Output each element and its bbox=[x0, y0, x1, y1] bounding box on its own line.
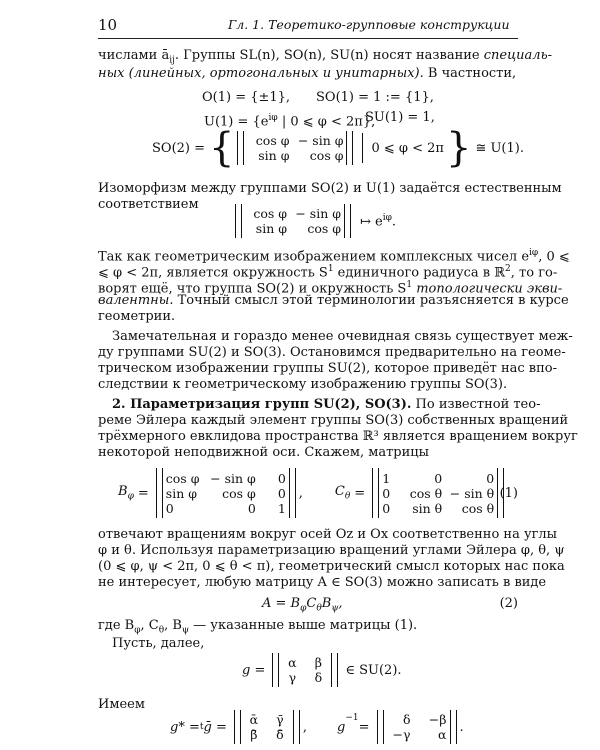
matrix-bar bbox=[331, 653, 338, 687]
matrix-entry: α bbox=[288, 655, 297, 670]
matrix-entry: 0 bbox=[486, 470, 495, 486]
matrix-entry: cos θ bbox=[409, 485, 443, 501]
equation-number-1: (1) bbox=[499, 486, 518, 501]
text-line: некоторой неподвижной оси. Скажем, матрицы bbox=[98, 445, 429, 460]
text-line: геометрии. bbox=[98, 309, 176, 324]
equation-o1: O(1) = {±1}, bbox=[202, 90, 291, 105]
matrix-bar bbox=[272, 653, 279, 687]
equation-so2: SO(2) = { cos φ − sin φ sin φ cos φ 0 ⩽ φ < 2π } ≅ U(1). bbox=[152, 125, 524, 171]
matrix-entry: − sin θ bbox=[449, 485, 495, 501]
matrix-entry: cos φ bbox=[165, 470, 200, 486]
matrix-b-phi bbox=[166, 471, 286, 516]
text-line: соответствием bbox=[98, 197, 199, 212]
matrix-entry: 1 bbox=[277, 500, 286, 516]
matrix-entry: cos φ bbox=[222, 485, 256, 501]
matrix-entry: 0 bbox=[165, 500, 174, 516]
matrix-bar bbox=[289, 468, 296, 518]
matrix-bar bbox=[293, 710, 300, 744]
text-line: 2. Параметризация групп SU(2), SO(3). По известной тео- bbox=[112, 397, 541, 412]
text-line: где $B_\varphi$, $C_\theta$, $B_\psi$ — указанные выше матрицы (1). bbox=[98, 618, 418, 636]
text-line: Имеем bbox=[98, 697, 145, 712]
text-line: не интересует, любую матрицу A ∈ SO(3) можно записать в виде bbox=[98, 575, 547, 590]
equation-g: g = α β γ δ ∈ SU(2). bbox=[242, 655, 402, 685]
text-line: Пусть, далее, bbox=[112, 636, 205, 651]
text-line: валентны. Точный смысл этой терминологии разъясняется в курсе bbox=[98, 293, 569, 308]
matrix-bar bbox=[156, 468, 163, 518]
matrix-entry: α bbox=[438, 727, 447, 742]
matrix-entry: sin θ bbox=[412, 500, 443, 516]
matrix-entry: −γ bbox=[392, 727, 411, 742]
matrix-entry: sin φ bbox=[165, 485, 197, 501]
equation-u1: $U(1) = \{e^{i\varphi}$ | 0 ⩽ φ < 2π}, bbox=[204, 113, 376, 130]
matrix-entry: −β bbox=[428, 712, 447, 727]
equation-2: $A = B_\varphi C_\theta B_\psi$, bbox=[262, 596, 343, 614]
text-line: трёхмерного евклидова пространства ℝ³ является вращением вокруг bbox=[98, 429, 578, 444]
matrix-entry: cos θ bbox=[461, 500, 495, 516]
text-line: Так как геометрическим изображением комплексных чисел $e^{i\varphi}$, 0 ⩽ bbox=[98, 248, 570, 265]
text-line: φ и θ. Используя параметризацию вращений углами Эйлера φ, θ, ψ bbox=[98, 543, 565, 558]
running-head: Гл. 1. Теоретико-групповые конструкции bbox=[228, 17, 510, 32]
page-number: 10 bbox=[98, 16, 118, 34]
matrix-ginv bbox=[387, 712, 447, 742]
text-line: трическом изображении группы SU(2), которое приведёт нас впо- bbox=[98, 361, 557, 376]
text-line: следствии к геометрическому изображению группы SO(3). bbox=[98, 377, 508, 392]
equation-so1: SO(1) = 1 := {1}, bbox=[316, 90, 434, 105]
text-line: ных (линейных, ортогональных и унитарных). В частности, bbox=[98, 66, 517, 81]
matrix-iso: cos φ − sin φ sin φ cos φ bbox=[253, 206, 341, 236]
equation-number-2: (2) bbox=[499, 596, 518, 611]
text-line: реме Эйлера каждый элемент группы SO(3) собственных вращений bbox=[98, 413, 569, 428]
matrix-entry: δ bbox=[314, 670, 323, 685]
matrix-entry: 0 bbox=[277, 470, 286, 486]
matrix-bar bbox=[344, 204, 351, 238]
text-line: отвечают вращениям вокруг осей Oz и Ox соответственно на углы bbox=[98, 527, 558, 542]
text-line: Замечательная и гораздо менее очевидная связь существует меж- bbox=[112, 329, 573, 344]
right-brace: } bbox=[445, 125, 472, 171]
matrix-bar bbox=[372, 468, 379, 518]
text-line: ⩽ φ < 2π, является окружность $S^1$ единичного радиуса в ℝ$^2$, то го- bbox=[98, 264, 558, 281]
set-divider bbox=[362, 133, 363, 163]
text-line: числами $ā_{ij}$. Группы SL(n), SO(n), SU(n) носят название специаль- bbox=[98, 48, 553, 66]
matrix-g bbox=[282, 655, 328, 685]
matrix-entry: β̄ bbox=[250, 727, 258, 742]
matrix-entry: γ̄ bbox=[276, 712, 284, 727]
matrix-c-theta bbox=[382, 471, 494, 516]
matrix-bar bbox=[450, 710, 457, 744]
matrix-so2: cos φ − sin φ sin φ cos φ bbox=[255, 133, 344, 163]
equation-isomorphism: cos φ − sin φ sin φ cos φ ↦ $e^{i\varphi}$. bbox=[232, 201, 396, 241]
matrix-bar bbox=[346, 131, 353, 165]
text-line: ворят ещё, что группа SO(2) и окружность $S^1$ топологически экви- bbox=[98, 280, 563, 297]
matrix-bar bbox=[377, 710, 384, 744]
matrix-entry: δ̄ bbox=[276, 727, 284, 742]
text-line: Изоморфизм между группами SO(2) и U(1) задаётся естественным bbox=[98, 181, 562, 196]
matrix-entry: β bbox=[314, 655, 322, 670]
matrix-entry: 0 bbox=[247, 500, 256, 516]
matrix-bar bbox=[237, 131, 244, 165]
matrix-entry: − sin φ bbox=[210, 470, 256, 486]
matrix-entry: 1 bbox=[382, 470, 391, 486]
page-header bbox=[98, 16, 518, 39]
matrix-entry: γ bbox=[288, 670, 297, 685]
left-brace: { bbox=[209, 125, 235, 171]
matrix-gstar bbox=[244, 712, 290, 742]
matrix-bar bbox=[235, 204, 242, 238]
equation-1: $B_\varphi$ = cos φ − sin φ 0 sin φ cos φ 0 0 0 1 , $C_\theta$ = 1 0 0 0 cos θ − sin θ 0 sin θ cos θ bbox=[118, 466, 507, 520]
matrix-bar bbox=[234, 710, 241, 744]
matrix-entry: δ bbox=[402, 712, 411, 727]
matrix-entry: 0 bbox=[382, 500, 391, 516]
text-line: ду группами SU(2) и SO(3). Остановимся предварительно на геоме- bbox=[98, 345, 566, 360]
matrix-entry: 0 bbox=[434, 470, 443, 486]
equation-gstar: g* = t ḡ = ᾱ γ̄ β̄ δ̄ , g $^{-1}$ = δ −β −γ α . bbox=[170, 712, 464, 742]
equation-su1: SU(1) = 1, bbox=[365, 110, 435, 125]
matrix-entry: ᾱ bbox=[249, 712, 259, 727]
text-line: (0 ⩽ φ, ψ < 2π, 0 ⩽ θ < π), геометрический смысл которых нас пока bbox=[98, 559, 565, 574]
matrix-entry: 0 bbox=[277, 485, 286, 501]
matrix-entry: 0 bbox=[382, 485, 391, 501]
section-heading: 2. Параметризация групп SU(2), SO(3). bbox=[112, 397, 412, 412]
